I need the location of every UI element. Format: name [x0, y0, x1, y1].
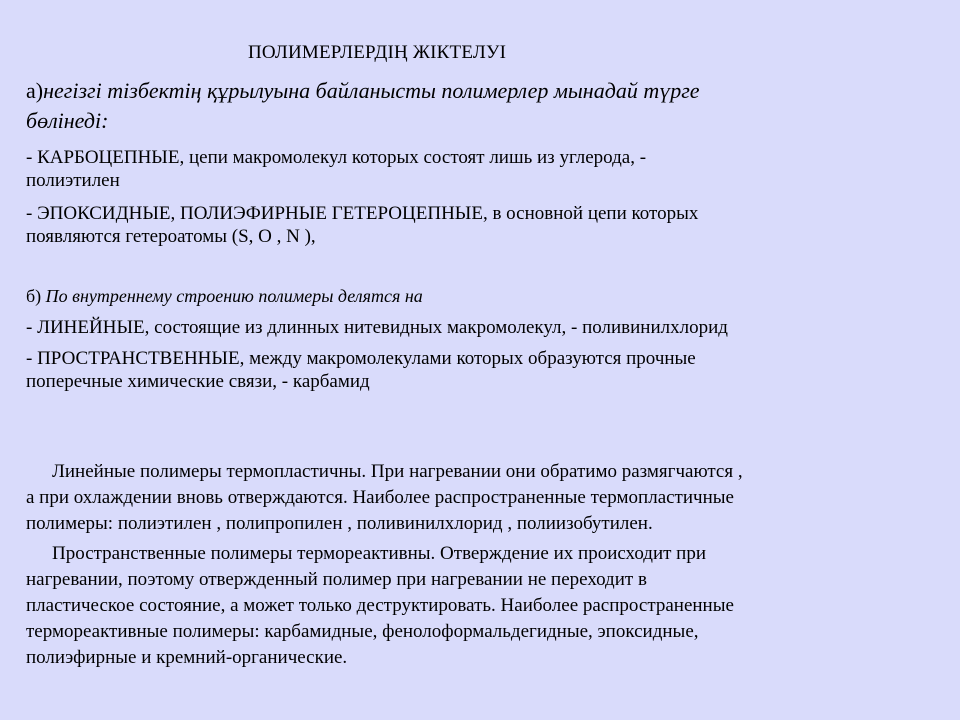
slide-title: ПОЛИМЕРЛЕРДІҢ ЖІКТЕЛУІ — [248, 42, 507, 63]
section-a-prefix: а) — [26, 78, 44, 103]
section-a-heading-line1: негізгі тізбектің құрылуына байланысты полимерлер мынадай түрге — [43, 78, 700, 103]
paragraph-2-line1 — [26, 543, 706, 565]
paragraph-2-line2: нагревании, поэтому отвержденный полимер при нагревании не переходит в — [26, 569, 647, 590]
section-b-item1: - ЛИНЕЙНЫЕ, состоящие из длинных нитевидных макромолекул, - поливинилхлорид — [26, 317, 728, 338]
paragraph-1-line3: полимеры: полиэтилен , полипропилен , поливинилхлорид , полиизобутилен. — [26, 513, 653, 534]
section-b-item2-line2: поперечные химические связи, - карбамид — [26, 371, 370, 392]
section-a-item2-line2: появляются гетероатомы (S, O , N ), — [26, 226, 316, 247]
section-a-item1-line2: полиэтилен — [26, 170, 120, 191]
section-b-heading-text: По внутреннему строению полимеры делятся на — [45, 286, 423, 306]
section-a-item2-line1: - ЭПОКСИДНЫЕ, ПОЛИЭФИРНЫЕ ГЕТЕРОЦЕПНЫЕ, в основной цепи которых — [26, 203, 699, 224]
paragraph-2-line5: полиэфирные и кремний-органические. — [26, 647, 348, 668]
paragraph-2-line3: пластическое состояние, а может только деструктировать. Наиболее распространенные — [26, 595, 734, 616]
section-a-item1-line1: - КАРБОЦЕПНЫЕ, цепи макромолекул которых состоят лишь из углерода, - — [26, 147, 647, 168]
section-b-prefix: б) — [26, 286, 46, 306]
paragraph-2-text-line1: Пространственные полимеры термореактивны. Отверждение их происходит при — [52, 543, 706, 564]
section-a-heading-line2: бөлінеді: — [26, 108, 109, 133]
section-b-heading — [26, 286, 423, 307]
paragraph-1-line1 — [26, 461, 743, 483]
section-a-heading — [26, 78, 700, 104]
paragraph-1-line2: а при охлаждении вновь отверждаются. Наиболее распространенные термопластичные — [26, 487, 734, 508]
section-b-item2-line1: - ПРОСТРАНСТВЕННЫЕ, между макромолекулами которых образуются прочные — [26, 348, 696, 369]
paragraph-1-text-line1: Линейные полимеры термопластичны. При нагревании они обратимо размягчаются , — [52, 461, 743, 482]
paragraph-2-line4: термореактивные полимеры: карбамидные, фенолоформальдегидные, эпоксидные, — [26, 621, 699, 642]
section-a-heading-continued — [26, 108, 108, 134]
